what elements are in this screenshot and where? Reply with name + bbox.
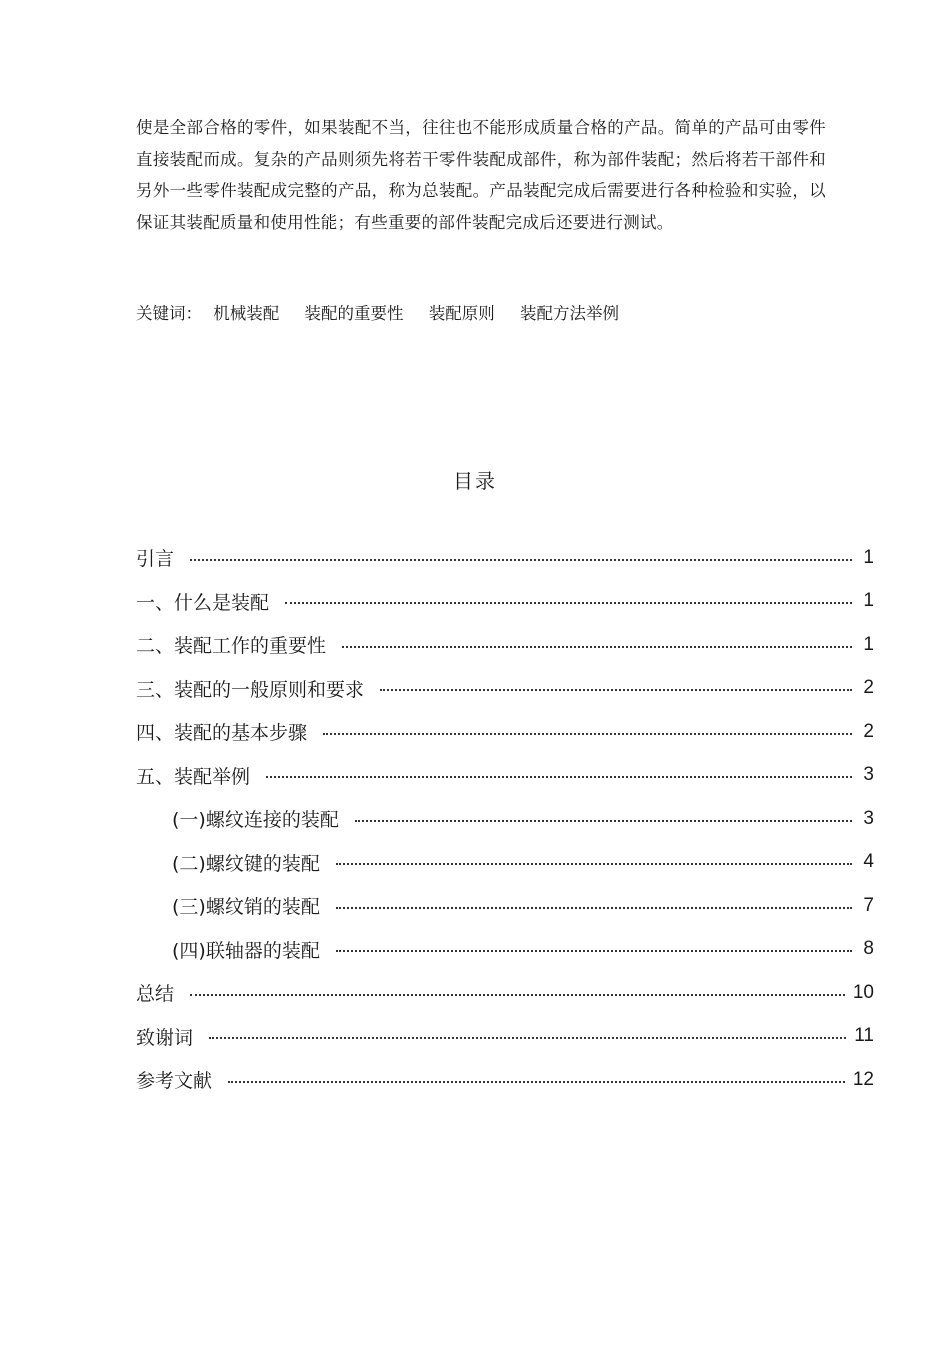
toc-dot-leader [190,559,852,561]
toc-page-number: 1 [863,546,874,568]
toc-dot-leader [190,994,845,996]
toc-page-number: 3 [863,807,874,829]
toc-page-number: 7 [863,894,874,916]
abstract-paragraph: 使是全部合格的零件，如果装配不当，往往也不能形成质量合格的产品。简单的产品可由零件直接装配而成。复杂的产品则须先将若干零件装配成部件，称为部件装配；然后将若干部件和另外一些零件装配成完整的产品，称为总装配。产品装配完成后需要进行各种检验和实验，以保证其装配质量和使用性能；有些重要的部件装配完成后还要进行测试。 [136,118,826,232]
toc-entry-references[interactable] [136,1058,874,1102]
toc-entry-text: 二、装配工作的重要性 [136,635,327,658]
toc-entry-section-2[interactable] [136,623,874,667]
toc-entry-text: 致谢词 [136,1026,194,1049]
toc-page-number: 10 [852,981,874,1003]
toc-entry-text: (一)螺纹连接的装配 [172,809,339,832]
keywords-line [136,300,639,328]
toc-entry-text: 五、装配举例 [136,765,251,788]
toc-entry-acknowledgements[interactable] [136,1015,874,1059]
toc-entry-summary[interactable] [136,971,874,1015]
toc-entry-text: 引言 [136,548,175,571]
toc-entry-text: (四)联轴器的装配 [172,939,320,962]
toc-entry-subsection-2[interactable] [136,841,874,885]
toc-dot-leader [266,776,852,778]
toc-dot-leader [323,733,852,735]
toc-entry-section-1[interactable] [136,580,874,624]
toc-entry-text: 三、装配的一般原则和要求 [136,678,365,701]
toc-page-number: 1 [863,590,874,612]
toc-entry-text: 总结 [136,983,175,1006]
toc-entry-text: (二)螺纹键的装配 [172,852,320,875]
toc-dot-leader [285,602,852,604]
toc-entry-subsection-3[interactable] [136,884,874,928]
toc-entry-text: 参考文献 [136,1070,213,1093]
toc-title: 目录 [453,469,497,493]
toc-dot-leader [228,1081,845,1083]
toc-entry-section-5[interactable] [136,754,874,798]
toc-entry-subsection-1[interactable] [136,797,874,841]
toc-page-number: 8 [863,938,874,960]
toc-page-number: 11 [854,1025,874,1047]
toc-entry-text: 一、什么是装配 [136,591,270,614]
keyword-item: 装配方法举例 [520,304,619,323]
toc-dot-leader [209,1037,846,1039]
toc-entry-text: (三)螺纹销的装配 [172,896,320,919]
toc-page-number: 2 [863,677,874,699]
keywords-label: 关键词： [136,304,202,323]
toc-dot-leader [342,646,852,648]
toc-entry-section-4[interactable] [136,710,874,754]
toc-entry-section-3[interactable] [136,667,874,711]
keyword-item: 装配的重要性 [304,304,404,323]
keyword-item: 机械装配 [213,304,280,323]
toc-page-number: 12 [852,1068,874,1090]
toc-dot-leader [336,907,852,909]
toc-page-number: 4 [863,851,874,873]
toc-entry-text: 四、装配的基本步骤 [136,722,308,745]
toc-dot-leader [380,689,852,691]
toc-entry-subsection-4[interactable] [136,928,874,972]
toc-page-number: 2 [863,720,874,742]
toc-entry-introduction[interactable] [136,536,874,580]
toc-dot-leader [336,863,852,865]
table-of-contents [136,536,874,1102]
keyword-item: 装配原则 [428,304,495,323]
toc-dot-leader [336,950,852,952]
toc-page-number: 1 [863,633,874,655]
toc-page-number: 3 [863,764,874,786]
toc-dot-leader [355,820,852,822]
